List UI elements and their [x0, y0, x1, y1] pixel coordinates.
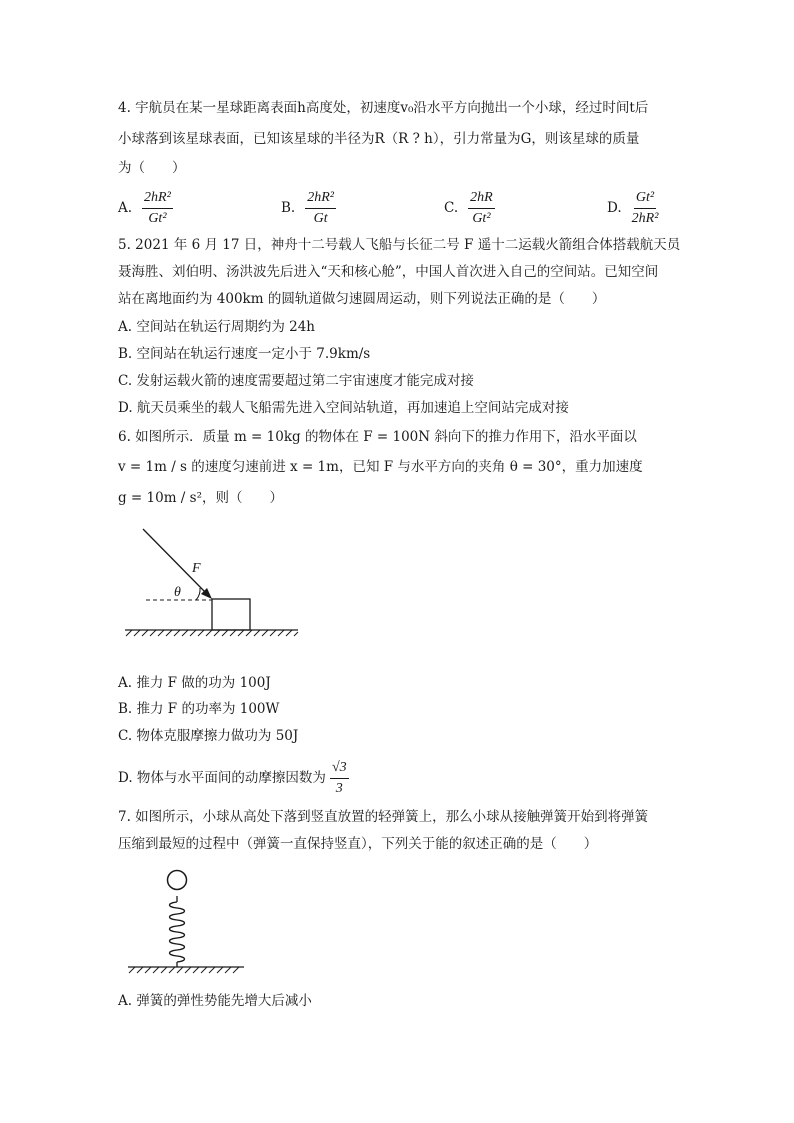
q4-line3: 为（ ）	[118, 160, 186, 176]
q4-line2: 小球落到该星球表面，已知该星球的半径为R（R ? h），引力常量为G，则该星球的质量	[118, 131, 640, 147]
q7-line1: 7. 如图所示，小球从高处下落到竖直放置的轻弹簧上，那么小球从接触弹簧开始到将弹簧	[118, 809, 649, 825]
angle-arc	[196, 588, 200, 600]
option-label: D.	[607, 200, 622, 216]
q4-option-c	[444, 186, 495, 230]
fraction-denominator: 2hR²	[631, 210, 659, 226]
option-label: A.	[118, 200, 133, 216]
q6-option-a: A. 推力 F 做的功为 100J	[118, 675, 271, 691]
block	[212, 599, 250, 630]
q6-option-c: C. 物体克服摩擦力做功为 50J	[118, 728, 299, 744]
option-label: C.	[444, 200, 459, 216]
fraction-denominator: 3	[335, 780, 343, 796]
fraction-numerator: 2hR²	[305, 189, 336, 209]
q7-line2: 压缩到最短的过程中（弹簧一直保持竖直），下列关于能的叙述正确的是（ ）	[118, 836, 598, 852]
fraction	[142, 189, 173, 228]
fraction	[305, 189, 336, 228]
ground-hatching	[126, 630, 298, 636]
q4-options	[118, 186, 678, 230]
q6-line3: g = 10m / s²，则（ ）	[118, 490, 283, 506]
fraction-denominator: Gt²	[472, 210, 491, 226]
fraction-numerator: √3	[330, 759, 349, 779]
ground-hatching	[129, 967, 239, 973]
option-label: B.	[281, 200, 296, 216]
spring-coil	[170, 902, 185, 962]
q6-option-d	[118, 757, 349, 799]
fraction-numerator: Gt²	[634, 189, 656, 209]
q5-line1: 5. 2021 年 6 月 17 日，神舟十二号载人飞船与长征二号 F 遥十二运载火箭组合体搭载航天员	[118, 237, 681, 253]
q4-line1: 4. 宇航员在某一星球距离表面h高度处，初速度v₀沿水平方向抛出一个小球，经过时间t后	[118, 100, 649, 116]
q4-option-b	[281, 186, 336, 230]
q5-option-c: C. 发射运载火箭的速度需要超过第二宇宙速度才能完成对接	[118, 373, 474, 389]
fraction	[632, 189, 659, 228]
fraction-numerator: 2hR²	[142, 189, 173, 209]
fraction	[330, 759, 349, 798]
option-text: D. 物体与水平面间的动摩擦因数为	[118, 770, 326, 786]
q5-option-a: A. 空间站在轨运行周期约为 24h	[118, 319, 315, 335]
q6-line1: 6. 如图所示．质量 m = 10kg 的物体在 F = 100N 斜向下的推力作用下，沿水平面以	[118, 429, 637, 445]
fraction-numerator: 2hR	[468, 189, 495, 209]
q6-force-diagram	[118, 520, 308, 640]
fraction	[468, 189, 495, 228]
q5-option-b: B. 空间站在轨运行速度一定小于 7.9km/s	[118, 346, 371, 362]
fraction-denominator: Gt	[313, 210, 328, 226]
q6-option-b: B. 推力 F 的功率为 100W	[118, 701, 280, 717]
q5-option-d: D. 航天员乘坐的载人飞船需先进入空间站轨道，再加速追上空间站完成对接	[118, 400, 569, 416]
q4-option-a	[118, 186, 173, 230]
q6-line2: v = 1m / s 的速度匀速前进 x = 1m，已知 F 与水平方向的夹角 θ = 30°，重力加速度	[118, 459, 643, 475]
q7-option-a: A. 弹簧的弹性势能先增大后减小	[118, 993, 312, 1009]
q5-line2: 聂海胜、刘伯明、汤洪波先后进入“天和核心舱”，中国人首次进入自己的空间站。已知空间	[118, 264, 659, 280]
ball	[168, 871, 187, 890]
q4-option-d	[607, 186, 658, 230]
q7-spring-diagram	[124, 864, 249, 979]
q5-line3: 站在离地面约为 400km 的圆轨道做匀速圆周运动，则下列说法正确的是（ ）	[118, 291, 606, 307]
fraction-denominator: Gt²	[148, 210, 167, 226]
force-label: F	[192, 561, 201, 576]
angle-label: θ	[174, 585, 181, 600]
